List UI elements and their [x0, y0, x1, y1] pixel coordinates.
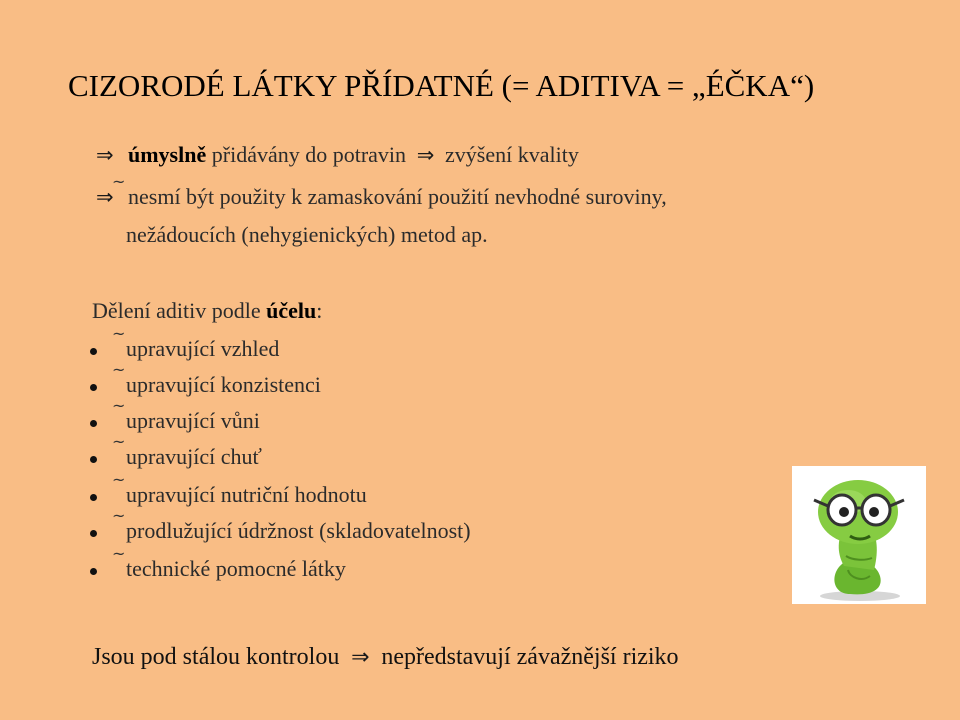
- footer-end: nepředstavují závažnější riziko: [375, 644, 679, 670]
- bullet-icon: [90, 568, 97, 575]
- list-item: upravující chuť: [126, 444, 262, 469]
- bullet-icon: [90, 348, 97, 355]
- tilde-mark: ~: [112, 324, 126, 343]
- slide-title: CIZORODÉ LÁTKY PŘÍDATNÉ (= ADITIVA = „ÉČKA“): [68, 68, 815, 103]
- worm-with-glasses-icon: [792, 466, 926, 604]
- division-prefix: Dělení aditiv podle: [92, 298, 267, 323]
- intro-bold-word: úmyslně: [128, 142, 207, 167]
- list-item: technické pomocné látky: [126, 556, 346, 581]
- bullet-icon: [90, 456, 97, 463]
- bullet-icon: [90, 494, 97, 501]
- intro-line-2: [96, 184, 667, 210]
- footer-line: [92, 644, 679, 671]
- tilde-mark: ~: [112, 470, 126, 489]
- intro-line-3-text: nežádoucích (nehygienických) metod ap.: [126, 222, 488, 247]
- double-arrow-icon: ⇒: [96, 143, 114, 167]
- tilde-mark: ~: [112, 544, 126, 563]
- tilde-mark: ~: [112, 432, 126, 451]
- double-arrow-icon: ⇒: [96, 185, 114, 209]
- list-item: upravující nutriční hodnotu: [126, 482, 367, 507]
- footer-start: Jsou pod stálou kontrolou: [92, 644, 346, 670]
- division-heading: [92, 298, 322, 324]
- intro-text: přidávány do potravin: [206, 142, 412, 167]
- list-item: upravující vůni: [126, 408, 260, 433]
- division-suffix: :: [316, 298, 323, 323]
- tilde-mark: ~: [112, 360, 126, 379]
- bullet-icon: [90, 420, 97, 427]
- intro-line-3: [126, 222, 488, 248]
- list-item: upravující vzhled: [126, 336, 280, 361]
- tilde-mark: ~: [112, 396, 126, 415]
- bullet-icon: [90, 530, 97, 537]
- intro-line-1: [96, 142, 579, 168]
- bullet-icon: [90, 384, 97, 391]
- list-item: upravující konzistenci: [126, 372, 321, 397]
- division-bold-word: účelu: [266, 298, 317, 323]
- double-arrow-icon: ⇒: [416, 143, 435, 167]
- tilde-mark: ~: [112, 506, 126, 525]
- tilde-mark: ~: [112, 172, 126, 191]
- intro-end: zvýšení kvality: [439, 142, 579, 167]
- intro-line-2-text: nesmí být použity k zamaskování použití nevhodné suroviny,: [128, 184, 667, 209]
- double-arrow-icon: ⇒: [351, 645, 370, 670]
- list-item: prodlužující údržnost (skladovatelnost): [126, 518, 471, 543]
